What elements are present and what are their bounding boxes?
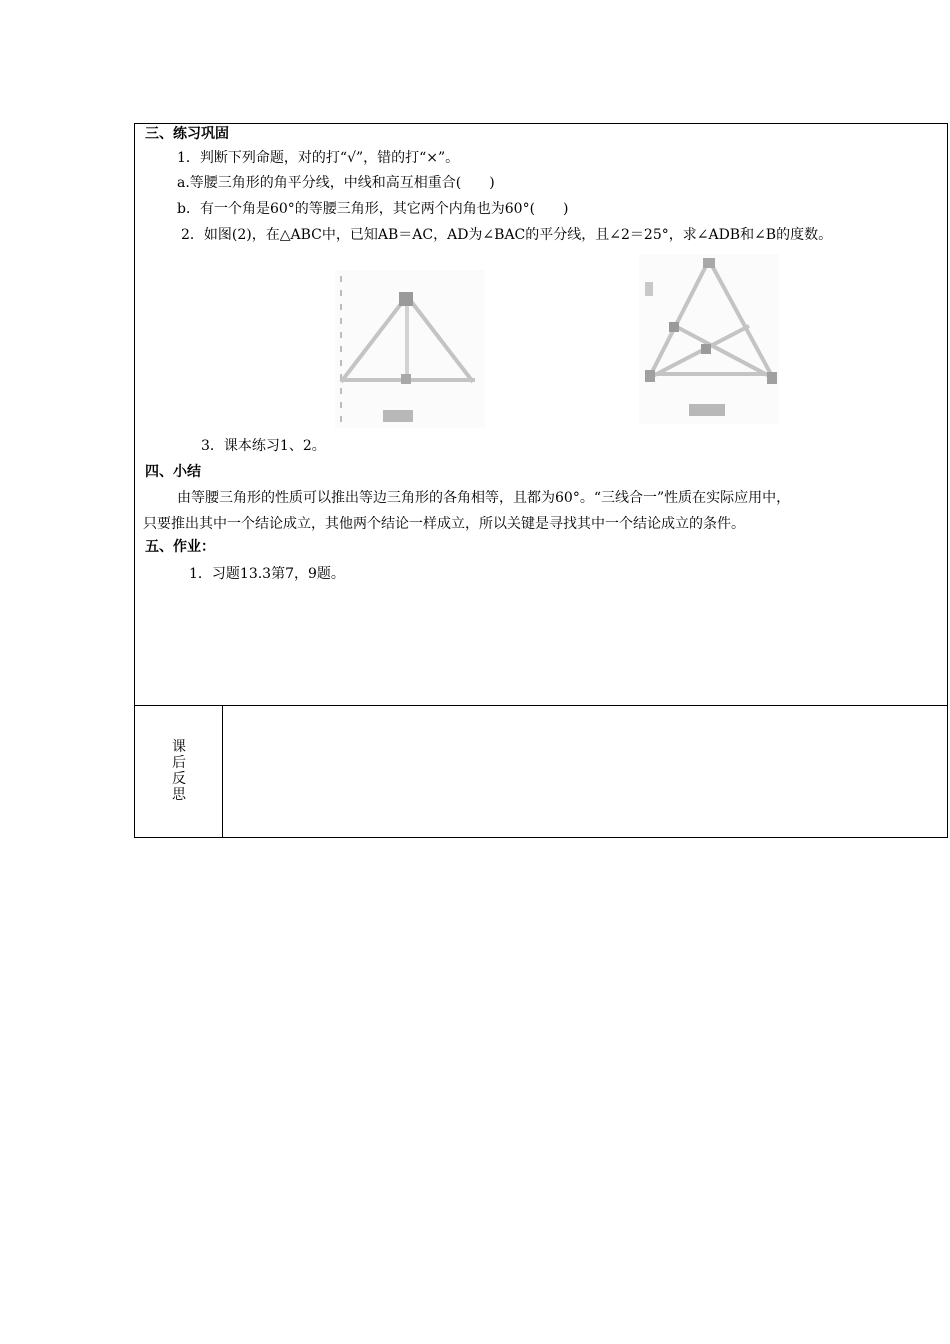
- question-3: 3．课本练习1、2。: [201, 438, 326, 454]
- figure-isosceles-triangle: [335, 270, 485, 428]
- figure-triangle-two: [639, 254, 779, 424]
- section3-heading: 三、练习巩固: [145, 126, 229, 142]
- summary-line-2: 只要推出其中一个结论成立，其他两个结论一样成立，所以关键是寻找其中一个结论成立的条件。: [143, 516, 745, 532]
- reflection-row: [135, 705, 947, 837]
- question-2: 2．如图(2)，在△ABC中，已知AB＝AC，AD为∠BAC的平分线，且∠2＝25°，求∠ADB和∠B的度数。: [181, 227, 833, 243]
- question-1a: a.等腰三角形的角平分线，中线和高互相重合( ): [177, 175, 495, 191]
- question-1b: b．有一个角是60°的等腰三角形，其它两个内角也为60°( ): [177, 201, 569, 217]
- summary-line-1: 由等腰三角形的性质可以推出等边三角形的各角相等，且都为60°。“三线合一”性质在实际应用中，: [177, 490, 791, 506]
- reflection-label-cell: [135, 705, 223, 837]
- content-cell: [135, 124, 947, 706]
- homework-item-1: 1．习题13.3第7，9题。: [189, 566, 345, 582]
- lesson-table: [134, 123, 948, 838]
- question-1: 1．判断下列命题，对的打“√”，错的打“×”。: [177, 150, 460, 166]
- section4-heading: 四、小结: [145, 464, 201, 480]
- section5-heading: 五、作业：: [145, 539, 215, 555]
- reflection-label: 课后反思: [172, 739, 186, 803]
